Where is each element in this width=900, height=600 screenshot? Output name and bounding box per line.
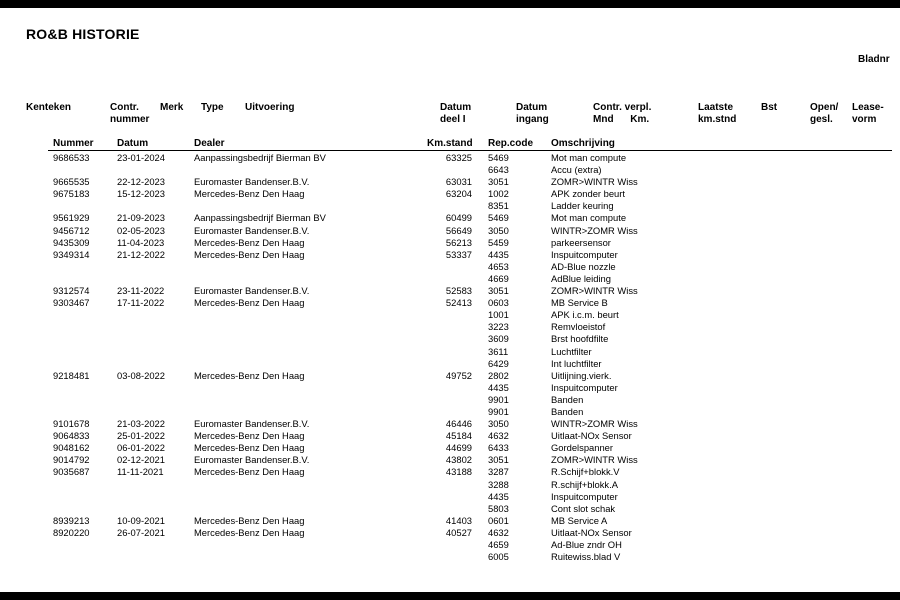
cell-rep-code: 4435 <box>488 381 509 393</box>
table-row <box>0 394 900 406</box>
cell-nummer: 9064833 <box>53 430 90 442</box>
cell-km-stand: 49752 <box>445 369 472 381</box>
cell-nummer: 8920220 <box>53 526 90 538</box>
cell-km-stand: 44699 <box>445 442 472 454</box>
cell-km-stand: 60499 <box>445 212 472 224</box>
cell-nummer: 9665535 <box>53 176 90 188</box>
cell-km-stand: 46446 <box>445 418 472 430</box>
cell-dealer: Mercedes-Benz Den Haag <box>194 442 305 454</box>
table-row <box>0 479 900 491</box>
cell-omschrijving: Banden <box>551 405 584 417</box>
cell-datum: 06-01-2022 <box>117 442 165 454</box>
cell-omschrijving: Luchtfilter <box>551 345 592 357</box>
cell-nummer: 9686533 <box>53 152 90 163</box>
table-row <box>0 466 900 478</box>
header-type: Type <box>201 102 224 113</box>
cell-omschrijving: AD-Blue nozzle <box>551 260 616 272</box>
cell-rep-code: 3050 <box>488 418 509 430</box>
cell-rep-code: 9901 <box>488 405 509 417</box>
cell-dealer: Aanpassingsbedrijf Bierman BV <box>194 152 326 163</box>
cell-omschrijving: ZOMR>WINTR Wiss <box>551 176 638 188</box>
cell-omschrijving: Brst hoofdfilte <box>551 333 609 345</box>
table-row <box>0 551 900 563</box>
column-dealer: Dealer <box>194 138 225 149</box>
table-row <box>0 273 900 285</box>
cell-nummer: 9048162 <box>53 442 90 454</box>
bladnr-label: Bladnr <box>858 54 890 65</box>
cell-omschrijving: AdBlue leiding <box>551 272 611 284</box>
cell-omschrijving: R.Schijf+blokk.V <box>551 466 620 478</box>
cell-datum: 25-01-2022 <box>117 430 165 442</box>
table-row <box>0 442 900 454</box>
header-uitvoering: Uitvoering <box>245 102 295 113</box>
cell-rep-code: 6429 <box>488 357 509 369</box>
cell-datum: 10-09-2021 <box>117 514 165 526</box>
table-row <box>0 491 900 503</box>
table-row <box>0 285 900 297</box>
cell-omschrijving: Accu (extra) <box>551 164 602 176</box>
cell-rep-code: 4669 <box>488 272 509 284</box>
table-row <box>0 212 900 224</box>
cell-omschrijving: Mot man compute <box>551 152 627 163</box>
table-row <box>0 200 900 212</box>
cell-rep-code: 3051 <box>488 176 509 188</box>
cell-rep-code: 4659 <box>488 539 509 550</box>
cell-omschrijving: WINTR>ZOMR Wiss <box>551 418 638 430</box>
table-row <box>0 418 900 430</box>
table-row <box>0 249 900 261</box>
cell-omschrijving: Uitlaat-NOx Sensor <box>551 430 632 442</box>
cell-rep-code: 6005 <box>488 551 509 563</box>
cell-rep-code: 3050 <box>488 224 509 236</box>
cell-rep-code: 6643 <box>488 164 509 176</box>
cell-dealer: Euromaster Bandenser.B.V. <box>194 418 310 430</box>
cell-dealer: Mercedes-Benz Den Haag <box>194 236 305 248</box>
table-row <box>0 237 900 249</box>
header-kenteken: Kenteken <box>26 102 72 113</box>
cell-datum: 21-03-2022 <box>117 418 165 430</box>
cell-rep-code: 9901 <box>488 393 509 405</box>
cell-km-stand: 63325 <box>445 152 472 163</box>
cell-rep-code: 3051 <box>488 454 509 466</box>
header-datum-deel: Datum deel I <box>440 102 472 125</box>
cell-dealer: Euromaster Bandenser.B.V. <box>194 285 310 297</box>
cell-datum: 17-11-2022 <box>117 297 165 309</box>
cell-omschrijving: WINTR>ZOMR Wiss <box>551 224 638 236</box>
header-laatste-km: Laatste km.stnd <box>698 102 737 125</box>
cell-km-stand: 40527 <box>445 526 472 538</box>
document-page <box>0 8 900 592</box>
column-omschrijving: Omschrijving <box>551 138 615 149</box>
cell-rep-code: 8351 <box>488 200 509 212</box>
cell-rep-code: 5459 <box>488 236 509 248</box>
cell-omschrijving: Ruitewiss.blad V <box>551 551 621 563</box>
cell-dealer: Euromaster Bandenser.B.V. <box>194 176 310 188</box>
table-row <box>0 382 900 394</box>
cell-dealer: Mercedes-Benz Den Haag <box>194 369 305 381</box>
cell-rep-code: 3609 <box>488 333 509 345</box>
history-table <box>0 152 900 563</box>
cell-omschrijving: MB Service B <box>551 297 608 309</box>
cell-rep-code: 5803 <box>488 502 509 514</box>
table-row <box>0 406 900 418</box>
cell-km-stand: 63031 <box>445 176 472 188</box>
cell-datum: 03-08-2022 <box>117 369 165 381</box>
cell-omschrijving: Ladder keuring <box>551 200 614 212</box>
table-row <box>0 370 900 382</box>
table-row <box>0 430 900 442</box>
cell-omschrijving: MB Service A <box>551 514 608 526</box>
cell-rep-code: 5469 <box>488 152 509 163</box>
cell-datum: 23-11-2022 <box>117 285 165 297</box>
cell-datum: 23-01-2024 <box>117 152 165 163</box>
cell-nummer: 9675183 <box>53 188 90 200</box>
cell-omschrijving: Mot man compute <box>551 212 627 224</box>
cell-nummer: 9456712 <box>53 224 90 236</box>
cell-datum: 22-12-2023 <box>117 176 165 188</box>
header-merk: Merk <box>160 102 184 113</box>
cell-datum: 26-07-2021 <box>117 526 165 538</box>
cell-nummer: 9303467 <box>53 297 90 309</box>
cell-omschrijving: Uitlaat-NOx Sensor <box>551 526 632 538</box>
cell-datum: 11-11-2021 <box>117 466 164 478</box>
cell-omschrijving: APK zonder beurt <box>551 188 626 200</box>
cell-rep-code: 3223 <box>488 321 509 333</box>
cell-omschrijving: Banden <box>551 393 584 405</box>
column-rep-code: Rep.code <box>488 138 534 149</box>
table-row <box>0 527 900 539</box>
table-row <box>0 225 900 237</box>
cell-omschrijving: R.schijf+blokk.A <box>551 478 618 490</box>
cell-km-stand: 52583 <box>445 285 472 297</box>
cell-km-stand: 52413 <box>445 297 472 309</box>
table-row <box>0 164 900 176</box>
table-row <box>0 261 900 273</box>
cell-omschrijving: Gordelspanner <box>551 442 614 454</box>
header-contr-nummer: Contr. nummer <box>110 102 150 125</box>
cell-omschrijving: Int luchtfilter <box>551 357 602 369</box>
cell-omschrijving: Uitlijning.vierk. <box>551 369 612 381</box>
table-row <box>0 539 900 551</box>
cell-datum: 21-09-2023 <box>117 212 165 224</box>
cell-rep-code: 6433 <box>488 442 509 454</box>
cell-nummer: 9218481 <box>53 369 90 381</box>
header-open-gesl: Open/ gesl. <box>810 102 839 125</box>
table-row <box>0 297 900 309</box>
cell-dealer: Mercedes-Benz Den Haag <box>194 526 305 538</box>
table-row <box>0 188 900 200</box>
cell-dealer: Euromaster Bandenser.B.V. <box>194 224 310 236</box>
cell-dealer: Mercedes-Benz Den Haag <box>194 430 305 442</box>
cell-nummer: 9035687 <box>53 466 90 478</box>
cell-rep-code: 3288 <box>488 478 509 490</box>
cell-datum: 02-05-2023 <box>117 224 165 236</box>
table-row <box>0 333 900 345</box>
table-row <box>0 454 900 466</box>
cell-datum: 02-12-2021 <box>117 454 165 466</box>
cell-omschrijving: Ad-Blue zndr OH <box>551 539 622 550</box>
column-km-stand: Km.stand <box>427 138 473 149</box>
cell-omschrijving: Cont slot schak <box>551 502 616 514</box>
cell-rep-code: 0603 <box>488 297 509 309</box>
cell-omschrijving: APK i.c.m. beurt <box>551 309 619 321</box>
cell-rep-code: 3051 <box>488 285 509 297</box>
cell-rep-code: 3611 <box>488 345 509 357</box>
cell-nummer: 9435309 <box>53 236 90 248</box>
cell-dealer: Aanpassingsbedrijf Bierman BV <box>194 212 326 224</box>
cell-km-stand: 53337 <box>445 248 472 260</box>
page-title: RO&B HISTORIE <box>26 26 140 42</box>
cell-km-stand: 63204 <box>445 188 472 200</box>
cell-dealer: Mercedes-Benz Den Haag <box>194 248 305 260</box>
cell-nummer: 9014792 <box>53 454 90 466</box>
cell-omschrijving: parkeersensor <box>551 236 611 248</box>
cell-datum: 21-12-2022 <box>117 248 165 260</box>
cell-nummer: 8939213 <box>53 514 90 526</box>
cell-dealer: Mercedes-Benz Den Haag <box>194 188 305 200</box>
table-row <box>0 152 900 164</box>
header-divider <box>48 150 892 151</box>
cell-rep-code: 4632 <box>488 430 509 442</box>
cell-km-stand: 41403 <box>445 514 472 526</box>
cell-omschrijving: Inspuitcomputer <box>551 248 618 260</box>
cell-nummer: 9561929 <box>53 212 90 224</box>
table-row <box>0 515 900 527</box>
cell-rep-code: 1001 <box>488 309 509 321</box>
header-bst: Bst <box>761 102 778 113</box>
cell-rep-code: 4653 <box>488 260 509 272</box>
cell-omschrijving: Remvloeistof <box>551 321 606 333</box>
cell-rep-code: 4435 <box>488 248 509 260</box>
cell-rep-code: 0601 <box>488 514 509 526</box>
table-row <box>0 321 900 333</box>
cell-omschrijving: Inspuitcomputer <box>551 381 618 393</box>
header-contr-verpl: Contr. verpl. Mnd Km. <box>593 102 652 125</box>
cell-datum: 11-04-2023 <box>117 236 165 248</box>
table-row <box>0 503 900 515</box>
cell-km-stand: 43802 <box>445 454 472 466</box>
table-row <box>0 358 900 370</box>
cell-dealer: Mercedes-Benz Den Haag <box>194 297 305 309</box>
column-nummer: Nummer <box>53 138 94 149</box>
cell-rep-code: 3287 <box>488 466 509 478</box>
cell-rep-code: 1002 <box>488 188 509 200</box>
column-datum: Datum <box>117 138 149 149</box>
cell-rep-code: 4632 <box>488 526 509 538</box>
cell-dealer: Euromaster Bandenser.B.V. <box>194 454 310 466</box>
cell-km-stand: 56649 <box>445 224 472 236</box>
cell-omschrijving: ZOMR>WINTR Wiss <box>551 454 638 466</box>
cell-km-stand: 43188 <box>445 466 472 478</box>
cell-nummer: 9349314 <box>53 248 90 260</box>
cell-omschrijving: ZOMR>WINTR Wiss <box>551 285 638 297</box>
cell-rep-code: 2802 <box>488 369 509 381</box>
table-row <box>0 309 900 321</box>
table-row <box>0 346 900 358</box>
cell-dealer: Mercedes-Benz Den Haag <box>194 466 305 478</box>
cell-rep-code: 4435 <box>488 490 509 502</box>
table-row <box>0 176 900 188</box>
header-lease-vorm: Lease- vorm <box>852 102 884 125</box>
cell-nummer: 9312574 <box>53 285 90 297</box>
header-datum-ingang: Datum ingang <box>516 102 549 125</box>
cell-nummer: 9101678 <box>53 418 90 430</box>
cell-datum: 15-12-2023 <box>117 188 165 200</box>
cell-rep-code: 5469 <box>488 212 509 224</box>
cell-dealer: Mercedes-Benz Den Haag <box>194 514 305 526</box>
cell-km-stand: 45184 <box>445 430 472 442</box>
cell-omschrijving: Inspuitcomputer <box>551 490 618 502</box>
cell-km-stand: 56213 <box>445 236 472 248</box>
